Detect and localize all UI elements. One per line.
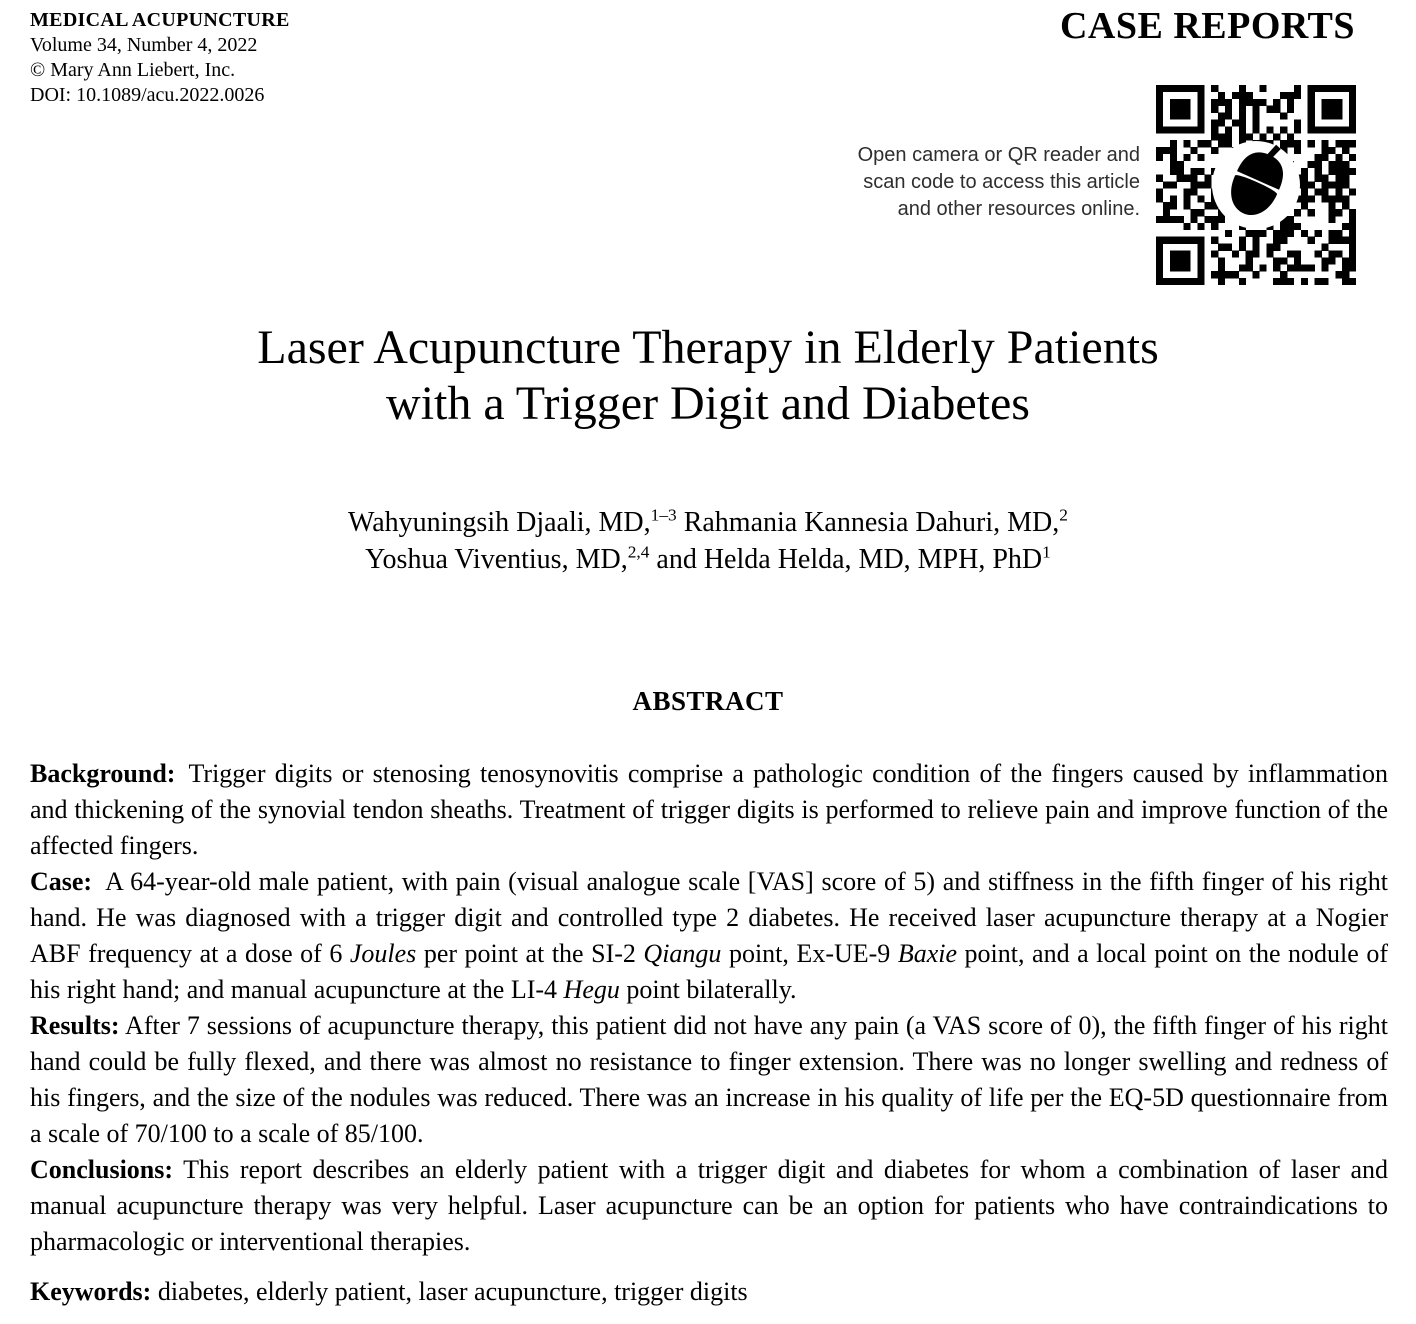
acorn-logo-icon <box>1156 85 1356 285</box>
abstract-heading: ABSTRACT <box>632 686 784 716</box>
journal-name: MEDICAL ACUPUNCTURE <box>30 9 290 31</box>
title-line-2: with a Trigger Digit and Diabetes <box>386 377 1030 430</box>
qr-caption-line-2: scan code to access this article <box>863 171 1140 193</box>
journal-copyright: © Mary Ann Liebert, Inc. <box>30 59 236 81</box>
abstract-paragraph-results: Results: After 7 sessions of acupuncture therapy, this patient did not have any pain (a VAS score of 0), the fifth finger of his right hand could be fully flexed, and there was almost no resistance to finger extension. There was no longer swelling and redness of his fingers, and the size of the nodules was reduced. There was an increase in his quality of life per the EQ-5D questionnaire from a scale of 70/100 to a scale of 85/100. <box>30 1011 1388 1148</box>
abstract-paragraph-case: Case: A 64-year-old male patient, with pain (visual analogue scale [VAS] score of 5) and stiffness in the fifth finger of his right hand. He was diagnosed with a trigger digit and controlled type 2 diabetes. He received laser acupuncture therapy at a Nogier ABF frequency at a dose of 6 Joules per point at the SI-2 Qiangu point, Ex-UE-9 Baxie point, and a local point on the nodule of his right hand; and manual acupuncture at the LI-4 Hegu point bilaterally. <box>30 867 1388 1004</box>
qr-code <box>1156 85 1356 285</box>
abstract-body <box>30 756 1388 1260</box>
author-line-1: Wahyuningsih Djaali, MD,$^{1-3}$ Rahmania Kannesia Dahuri, MD,$^2$ <box>348 505 1068 538</box>
abstract-paragraph-background: Background: Trigger digits or stenosing tenosynovitis comprise a pathologic condition of the fingers caused by inflammation and thickening of the synovial tendon sheaths. Treatment of trigger digits is performed to relieve pain and improve function of the affected fingers. <box>30 759 1388 860</box>
title-line-1: Laser Acupuncture Therapy in Elderly Patients <box>257 321 1159 374</box>
journal-volume: Volume 34, Number 4, 2022 <box>30 34 258 56</box>
author-line-2: Yoshua Viventius, MD,$^{2,4}$ and Helda Helda, MD, MPH, PhD$^1$ <box>365 542 1051 575</box>
qr-caption-line-3: and other resources online. <box>897 198 1140 220</box>
qr-caption <box>858 142 1140 223</box>
abstract-paragraph-conclusions: Conclusions: This report describes an elderly patient with a trigger digit and diabetes for whom a combination of laser and manual acupuncture therapy was very helpful. Laser acupuncture can be an option for patients who have contraindications to pharmacologic or interventional therapies. <box>30 1155 1388 1256</box>
journal-doi: DOI: 10.1089/acu.2022.0026 <box>30 84 265 106</box>
article-title <box>0 320 1416 432</box>
journal-header <box>30 8 290 108</box>
case-reports-banner: CASE REPORTS <box>1059 5 1355 47</box>
keywords-line: Keywords: diabetes, elderly patient, laser acupuncture, trigger digits <box>30 1277 748 1306</box>
qr-caption-line-1: Open camera or QR reader and <box>857 144 1140 166</box>
authors-block <box>0 504 1416 578</box>
